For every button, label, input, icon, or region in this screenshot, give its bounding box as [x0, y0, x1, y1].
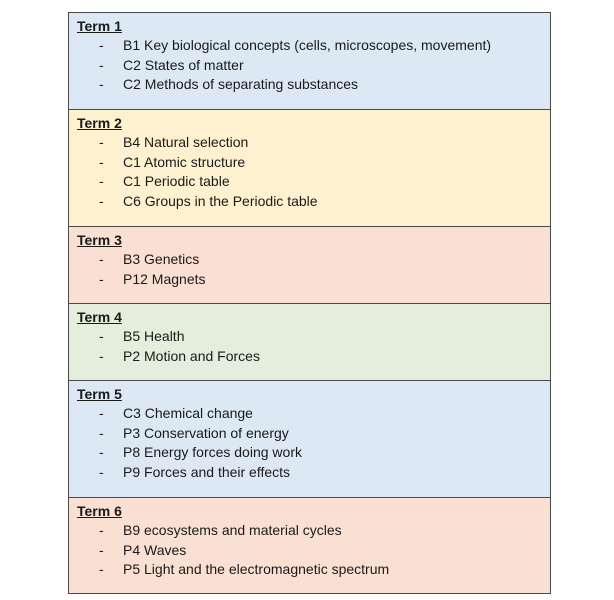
list-item: [77, 250, 542, 270]
topic-text: C1 Periodic table: [123, 173, 230, 189]
bullet-dash: -: [99, 56, 104, 73]
topic-text: P5 Light and the electromagnetic spectrum: [123, 561, 390, 577]
bullet-dash: -: [99, 251, 104, 267]
list-item: [77, 75, 542, 95]
list-item: [77, 172, 542, 192]
term-3-title: Term 3: [77, 232, 122, 248]
term-6-section: [69, 498, 550, 594]
bullet-dash: -: [99, 424, 104, 441]
topic-text: B9 ecosystems and material cycles: [123, 522, 342, 538]
term-1-section: [69, 13, 550, 110]
list-item: [77, 560, 542, 580]
list-item: [77, 133, 542, 153]
topic-text: B3 Genetics: [123, 251, 200, 267]
bullet-dash: -: [99, 444, 104, 460]
bullet-dash: -: [99, 153, 104, 170]
bullet-dash: -: [99, 134, 104, 150]
bullet-dash: -: [99, 192, 104, 209]
term-2-title: Term 2: [77, 115, 122, 131]
topic-text: C3 Chemical change: [123, 405, 253, 421]
topic-text: C6 Groups in the Periodic table: [123, 192, 318, 209]
list-item: [77, 327, 542, 347]
bullet-dash: -: [99, 405, 104, 421]
topic-text: C2 States of matter: [123, 56, 244, 73]
term-4-title: Term 4: [77, 309, 122, 325]
term-5-title: Term 5: [77, 386, 122, 402]
bullet-dash: -: [99, 541, 104, 558]
bullet-dash: -: [99, 347, 104, 364]
topic-text: P9 Forces and their effects: [123, 463, 291, 480]
term-1-title: Term 1: [77, 18, 122, 34]
bullet-dash: -: [99, 76, 104, 92]
list-item: [77, 56, 542, 76]
term-5-section: [69, 381, 550, 498]
list-item: [77, 541, 542, 561]
bullet-dash: -: [99, 328, 104, 344]
bullet-dash: -: [99, 522, 104, 538]
topic-text: B5 Health: [123, 328, 185, 344]
list-item: [77, 443, 542, 463]
term-4-section: [69, 304, 550, 381]
list-item: [77, 192, 542, 212]
term-6-title: Term 6: [77, 503, 122, 519]
term-2-section: [69, 110, 550, 227]
list-item: [77, 153, 542, 173]
topic-text: P3 Conservation of energy: [123, 424, 289, 441]
bullet-dash: -: [99, 463, 104, 480]
list-item: [77, 463, 542, 483]
list-item: [77, 270, 542, 290]
topic-text: B4 Natural selection: [123, 134, 249, 150]
term-3-section: [69, 227, 550, 304]
list-item: [77, 36, 542, 56]
list-item: [77, 521, 542, 541]
topic-text: P4 Waves: [123, 541, 187, 558]
topic-text: C1 Atomic structure: [123, 153, 246, 170]
list-item: [77, 404, 542, 424]
bullet-dash: -: [99, 173, 104, 189]
topic-text: P8 Energy forces doing work: [123, 444, 302, 460]
topic-text: B1 Key biological concepts (cells, microscopes, movement): [123, 37, 492, 53]
list-item: [77, 424, 542, 444]
topic-text: C2 Methods of separating substances: [123, 76, 359, 92]
bullet-dash: -: [99, 37, 104, 53]
bullet-dash: -: [99, 270, 104, 287]
topic-text: P2 Motion and Forces: [123, 347, 260, 364]
curriculum-table: [68, 12, 551, 594]
list-item: [77, 347, 542, 367]
bullet-dash: -: [99, 561, 104, 577]
topic-text: P12 Magnets: [123, 270, 206, 287]
